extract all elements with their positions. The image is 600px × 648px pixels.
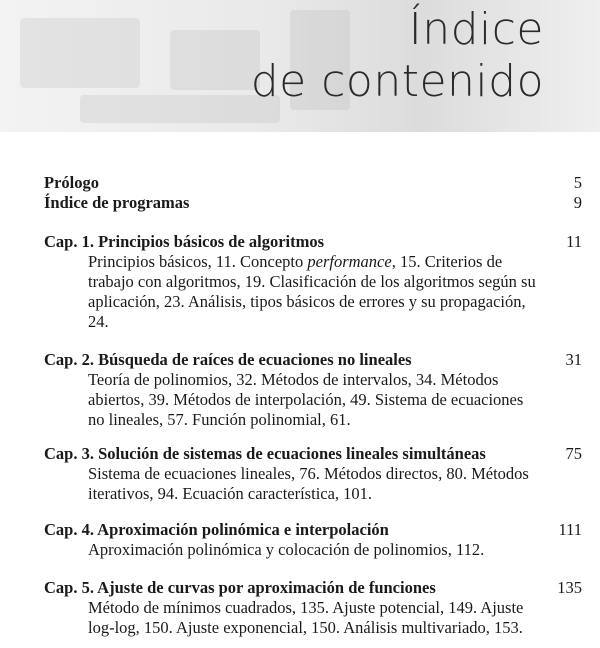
page-title-line-1: Índice [408, 4, 544, 55]
chapter-description [88, 464, 548, 504]
toc-entry-page: 5 [573, 173, 582, 192]
chapter-page: 111 [558, 520, 582, 539]
chapter-title: Cap. 1. Principios básicos de algoritmos [44, 232, 325, 251]
description-line: no lineales, 57. Función polinomial, 61. [88, 410, 351, 429]
description-line: aplicación, 23. Análisis, tipos básicos de errores y su propagación, [88, 292, 526, 311]
toc-entry-indice-programas[interactable] [44, 193, 582, 213]
toc-entry-label: Índice de programas [44, 193, 190, 212]
chapter-page: 75 [565, 444, 582, 463]
chapter-title: Cap. 5. Ajuste de curvas por aproximación de funciones [44, 578, 436, 597]
toc-entry-cap-5[interactable] [44, 578, 582, 638]
description-line: Sistema de ecuaciones lineales, 76. Métodos directos, 80. Métodos [88, 464, 529, 483]
description-line: trabajo con algoritmos, 19. Clasificación de los algoritmos según su [88, 272, 536, 291]
chapter-description [88, 540, 548, 560]
toc-entry-cap-2[interactable] [44, 350, 582, 430]
page-title-line-2: de contenido [250, 56, 544, 107]
description-line: iterativos, 94. Ecuación característica, 101. [88, 484, 373, 503]
chapter-title: Cap. 3. Solución de sistemas de ecuaciones lineales simultáneas [44, 444, 486, 463]
toc-entry-prologo[interactable] [44, 173, 582, 193]
description-text: , 15. Criterios de [391, 252, 503, 271]
description-line: Teoría de polinomios, 32. Métodos de intervalos, 34. Métodos [88, 370, 499, 389]
description-line: abiertos, 39. Métodos de interpolación, 49. Sistema de ecuaciones [88, 390, 524, 409]
toc-entry-page: 9 [573, 193, 582, 212]
chapter-title: Cap. 4. Aproximación polinómica e interpolación [44, 520, 389, 539]
chapter-page: 11 [566, 232, 582, 251]
chapter-page: 31 [565, 350, 582, 369]
toc-entry-cap-3[interactable] [44, 444, 582, 504]
description-line: 24. [88, 312, 109, 331]
description-italic-term: performance [307, 252, 392, 271]
toc-entry-label: Prólogo [44, 173, 99, 192]
description-line: log-log, 150. Ajuste exponencial, 150. Análisis multivariado, 153. [88, 618, 523, 637]
description-line: Aproximación polinómica y colocación de polinomios, 112. [88, 540, 485, 559]
description-text: Principios básicos, 11. Concepto [88, 252, 308, 271]
chapter-description [88, 598, 548, 638]
chapter-description [88, 370, 548, 430]
toc-entry-cap-4[interactable] [44, 520, 582, 560]
toc-entry-cap-1[interactable] [44, 232, 582, 332]
chapter-page: 135 [557, 578, 582, 597]
chapter-title: Cap. 2. Búsqueda de raíces de ecuaciones no lineales [44, 350, 412, 369]
description-line: Método de mínimos cuadrados, 135. Ajuste potencial, 149. Ajuste [88, 598, 524, 617]
chapter-description [88, 252, 548, 332]
